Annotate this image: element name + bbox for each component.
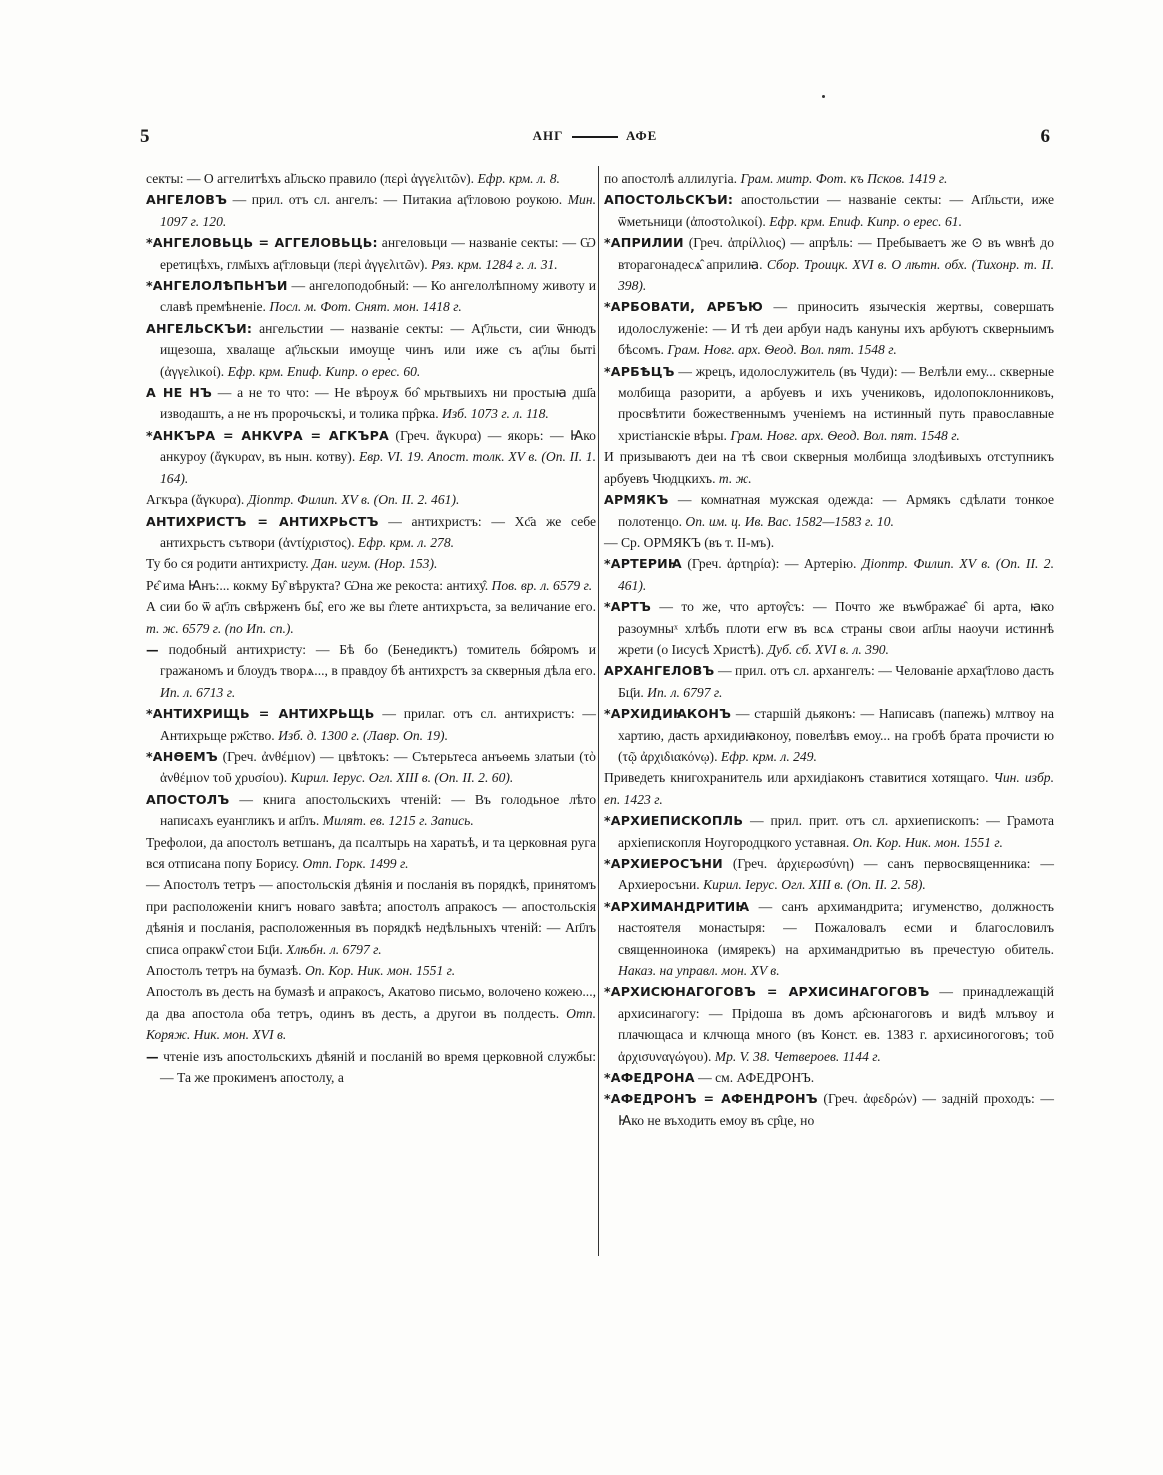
definition: (Греч. ἀρχιερωσύνη) — санъ первосвященника: — Архиеросъни. xyxy=(618,856,1054,893)
definition: — санъ архимандрита; игуменство, должность настоятеля монастыря: — Пожаловалъ есми и благословилъ священноинока (имярекъ) на архимандритью въ пречестую обитель. xyxy=(618,898,1054,957)
dictionary-entry xyxy=(604,489,1054,532)
dictionary-entry xyxy=(146,703,596,746)
dictionary-entry xyxy=(146,189,596,232)
dictionary-entry xyxy=(604,660,1054,703)
dictionary-entry xyxy=(146,960,596,981)
headword: АНГЕЛОВЪ xyxy=(146,192,228,208)
source-citation: Діоптр. Филип. XV в. (Оп. II. 2. 461). xyxy=(247,492,460,508)
headword: *АНѲЕМЪ xyxy=(146,748,218,764)
definition: — прилаг. отъ сл. антихристъ: — Антихрьще рж҃ство. xyxy=(160,706,597,743)
dictionary-entry xyxy=(604,168,1054,189)
definition: — прил. прит. отъ сл. архиепископъ: — Грамота архіепископля Ноугородцкого уставная. xyxy=(618,813,1054,850)
right-column xyxy=(604,168,1054,1131)
definition: по апостолѣ аллилугіа. xyxy=(604,171,738,186)
definition: — а не то что: — Не вѣроуѫ бо̂ мрьтвыихъ ни простыꙗ дш҃а изводашть, а не нъ пророчьскъі, и толика пр̂рка. xyxy=(160,385,596,422)
running-head-dash xyxy=(572,136,618,138)
dictionary-entry xyxy=(146,489,596,510)
headword: АНГЕЛЬСКЪИ: xyxy=(146,320,253,336)
definition: ангельстии — названіе секты: — Аӷ҃льсти, сии ѿнюдъ ищезоша, хвалаще аӷ҃льскыи имоуще чинъ или иже съ аӷ҃лы быті (ἀγγελικοί). xyxy=(160,320,596,379)
headword: *АРТЕРИꙖ xyxy=(604,556,682,572)
definition: (Греч. ἀρτηρία): — Артерію. xyxy=(687,556,857,572)
source-citation: Хлѣбн. л. 6797 г. xyxy=(286,941,382,957)
left-column xyxy=(146,168,596,1088)
definition: чтеніе изъ апостольскихъ дѣяній и посланій во время церковной службы: — Та же прокименъ апостолу, а xyxy=(160,1048,596,1086)
definition: — то же, что артѹ̂съ: — Почто же въѡбражае̂ бі арта, ꙗко разоумныˣ хлѣбъ плоти егѡ въ всѧ страны свои ап҃лы наоучи истиннѣ жрети (о Іисусѣ Христѣ). xyxy=(618,599,1054,657)
definition: Трефолои, да апостолъ ветшанъ, да псалтырь на харатьѣ, и та церковная руга вся отписана попу Борису. xyxy=(146,834,596,871)
source-citation: Кирил. Іерус. Огл. XIII в. (Оп. II. 2. 60). xyxy=(290,770,514,786)
running-head xyxy=(140,128,1050,144)
dictionary-entry xyxy=(604,810,1054,853)
print-speck xyxy=(822,95,825,98)
dictionary-entry xyxy=(146,639,596,703)
page-number-right: 6 xyxy=(1040,126,1050,147)
definition: — см. АФЕДРОНЪ. xyxy=(698,1070,815,1086)
source-citation: Грам. Новг. арх. Ѳеод. Вол. пят. 1548 г. xyxy=(667,342,897,358)
definition: Апостолъ тетръ на бумазѣ. xyxy=(146,963,302,979)
source-citation: Изб. д. 1300 г. (Лавр. Оп. 19). xyxy=(278,727,448,743)
definition: — прил. отъ сл. архангелъ: — Челованіе архаӷ҃глово дасть Бц҃и. xyxy=(618,663,1054,700)
definition: — приносить языческія жертвы, совершать идолослуженіе: — И тѣ деи арбуи надъ кануны ихъ арбуютъ скверныимъ бѣсомъ. xyxy=(618,299,1054,358)
dictionary-entry xyxy=(604,361,1054,447)
running-head-right: АФЕ xyxy=(625,128,658,143)
source-citation: Чин. избр. еп. 1423 г. xyxy=(604,770,1054,807)
definition: апостольстии — названіе секты: — Ап҃льсти, иже ѿметьници (ἀποστολικοί). xyxy=(618,192,1054,229)
headword: — xyxy=(146,641,159,657)
source-citation: Грам. митр. Фот. къ Псков. 1419 г. xyxy=(740,171,948,186)
source-citation: Грам. Новг. арх. Ѳеод. Вол. пят. 1548 г. xyxy=(730,427,960,443)
definition: — принадлежащій архисинагогу: — Прідоша въ домъ ар̂сюнагоговъ и видѣ млъвоу и плачющаса и клчюща много (въ Конст. ев. 1383 г. архисиногоговъ; τοῦ ἀρχισυναγώγου). xyxy=(618,984,1054,1064)
dictionary-entry xyxy=(604,596,1054,660)
headword: *АНГЕЛОВЬЦЬ = АГГЕЛОВЬЦЬ: xyxy=(146,235,378,251)
dictionary-entry xyxy=(146,981,596,1045)
definition: — прил. отъ сл. ангелъ: — Питакиа аӷ҃гловою роукою. xyxy=(232,192,563,208)
headword: *АРХИСЮНАГОГОВЪ = АРХИСИНАГОГОВЪ xyxy=(604,984,930,1000)
definition: ангеловьци — названіе секты: — Ѡ еретицѣхъ, глм҃ыхъ аӷ҃гловьци (περὶ ἀγγελιτῶν). xyxy=(160,235,596,272)
definition: Приведеть книгохранитель или архидіаконъ ставитися хотящаго. xyxy=(604,770,989,786)
definition: — ангелоподобный: — Ко ангелолѣпному животу и славѣ премѣненіе. xyxy=(160,278,596,315)
dictionary-entry xyxy=(146,425,596,489)
dictionary-entry xyxy=(146,1046,596,1089)
column-divider xyxy=(598,166,599,1256)
dictionary-entry xyxy=(604,232,1054,296)
page-number-left: 5 xyxy=(140,126,150,147)
dictionary-entry xyxy=(146,874,596,960)
definition: (Греч. ἀπρίλλιος) — апрѣль: — Пребываетъ же ⊙ въ ѡвнѣ до вторагонадесѧ̂ априлиꙗ. xyxy=(618,235,1054,272)
definition: — жрецъ, идолослужитель (въ Чуди): — Велѣли ему... скверные молбища разорити, а арбуевъ и ихъ учениковъ, идолопоклонниковъ, просвѣтити божественнымъ ученіемъ на истинный путь православные христіанскіе вѣры. xyxy=(618,363,1054,443)
headword: — xyxy=(146,1048,159,1064)
definition: А сии бо ѿ аӷ҃лъ свѣрженъ бы̂, его же вы г̂лете антихръста, за величание его. xyxy=(146,599,596,615)
print-speck xyxy=(388,358,390,360)
source-citation: Ефр. крм. Епиф. Кипр. о ерес. 60. xyxy=(227,363,421,379)
headword: *АНТИХРИЩЬ = АНТИХРЬЩЬ xyxy=(146,706,375,722)
source-citation: т. ж. 6579 г. (по Ип. сп.). xyxy=(146,620,294,636)
source-citation: т. ж. xyxy=(718,470,752,486)
definition: (Греч. ἄγκυρα) — якорь: — Ꙗко анкуроу (ἄγκυραν, въ нын. котву). xyxy=(160,427,596,465)
dictionary-entry xyxy=(146,789,596,832)
headword: *АРХИМАНДРИТИꙖ xyxy=(604,898,750,914)
source-citation: Ефр. крм. л. 249. xyxy=(720,748,817,764)
headword: *АРБѢЦЪ xyxy=(604,363,675,379)
headword: *АРБОВАТИ, АРБЪЮ xyxy=(604,299,764,315)
dictionary-entry xyxy=(604,296,1054,360)
definition: — комнатная мужская одежда: — Армякъ сдѣлати тонкое полотенцо. xyxy=(618,492,1054,529)
source-citation: Дуб. сб. XVI в. л. 390. xyxy=(767,641,889,657)
definition: И призываютъ деи на тѣ свои скверныя молбища злодѣивыхъ отступникъ арбуевъ Чюдцкихъ. xyxy=(604,449,1054,486)
headword: АПОСТОЛЬСКЪИ: xyxy=(604,192,734,208)
headword: *АРХИЕПИСКОПЛЬ xyxy=(604,813,744,829)
source-citation: Ип. л. 6797 г. xyxy=(647,684,723,700)
headword: *АФЕДРОНЪ = АФЕНДРОНЪ xyxy=(604,1091,818,1107)
headword: *АНГЕЛОЛѢПЬНЪИ xyxy=(146,278,288,294)
headword: *АРХИДИꙖКОНЪ xyxy=(604,706,732,722)
headword: *АРТЪ xyxy=(604,599,651,615)
dictionary-entry xyxy=(146,232,596,275)
dictionary-entry xyxy=(604,703,1054,767)
dictionary-entry xyxy=(604,553,1054,596)
dictionary-entry xyxy=(146,575,596,596)
source-citation: Евр. VI. 19. Апост. толк. XV в. (Оп. II. 1. 164). xyxy=(160,449,596,486)
dictionary-entry xyxy=(604,1088,1054,1131)
headword: АРМЯКЪ xyxy=(604,492,669,508)
source-citation: Милят. ев. 1215 г. Запись. xyxy=(322,813,474,829)
headword: *АФЕДРОНА xyxy=(604,1070,695,1086)
definition: (Греч. ἀνθέμιον) — цвѣтокъ: — Сътерьтеса анъѳемь златыи (τὸ ἀνθέμιον τοῦ χρυσίου). xyxy=(160,748,596,786)
source-citation: Посл. м. Фот. Снят. мон. 1418 г. xyxy=(269,299,462,315)
dictionary-entry xyxy=(146,382,596,425)
source-citation: Отп. Коряж. Ник. мон. XVI в. xyxy=(146,1005,596,1043)
running-head-left: АНГ xyxy=(532,128,564,143)
source-citation: Оп. им. ц. Ив. Вас. 1582—1583 г. 10. xyxy=(685,513,894,529)
source-citation: Ряз. крм. 1284 г. л. 31. xyxy=(431,256,558,272)
source-citation: Ефр. крм. л. 278. xyxy=(358,534,455,550)
dictionary-entry xyxy=(604,767,1054,810)
source-citation: Дан. игум. (Нор. 153). xyxy=(312,556,438,572)
dictionary-entry xyxy=(604,853,1054,896)
definition: секты: — О аггелитѣхъ аӏ҃льско правило (περὶ ἀγγελιτῶν). xyxy=(146,171,475,186)
source-citation: Изб. 1073 г. л. 118. xyxy=(442,406,549,422)
definition: Апостолъ въ десть на бумазѣ и апракосъ, Акатово письмо, волочено кожею..., да два апостола оба тетръ, одинъ въ десть, а другои въ полдесть. xyxy=(146,984,596,1021)
headword: АРХАНГЕЛОВЪ xyxy=(604,663,715,679)
source-citation: Ефр. крм. Епиф. Кипр. о ерес. 61. xyxy=(769,213,962,229)
source-citation: Ефр. крм. л. 8. xyxy=(477,171,560,186)
source-citation: Оп. Кор. Ник. мон. 1551 г. xyxy=(304,963,456,979)
definition: Агкъра (ἄγκυρα). xyxy=(146,492,245,508)
dictionary-entry xyxy=(604,532,1054,553)
headword: АПОСТОЛЪ xyxy=(146,791,230,807)
definition: — старшій дьяконъ: — Написавъ (папежь) млтвоу на хартию, дасть архидиꙗконоу, повелѣвъ емоу... на гробѣ брата прочисти ю (τῷ ἀρχιδιακόνῳ). xyxy=(618,706,1054,764)
source-citation: Мин. 1097 г. 120. xyxy=(160,192,596,229)
definition: — Апостолъ тетръ — апостольскія дѣянія и посланія въ порядкѣ, принятомъ при расположеніи книгъ новаго завѣта; апостолъ апракосъ — апостольскія дѣянія и посланія, расположенныя въ порядкѣ недѣльныхъ чтеній: — Ап҃лъ списа опракѡ̂ стои Бц҃и. xyxy=(146,877,596,957)
dictionary-entry xyxy=(604,896,1054,982)
source-citation: Сбор. Троицк. XVI в. О лѣтн. обх. (Тихонр. т. II. 398). xyxy=(618,256,1054,294)
definition: — антихристъ: — Хс҃а же себе антихрьстъ сътвори (ἀντίχριστος). xyxy=(160,513,596,550)
dictionary-entry xyxy=(146,746,596,789)
source-citation: Ип. л. 6713 г. xyxy=(160,684,236,700)
headword: *АНКЪРА = АНКѴРА = АГКЪРА xyxy=(146,427,389,443)
dictionary-entry xyxy=(146,275,596,318)
page-header xyxy=(140,126,1050,150)
headword: *АРХИЕРОСЪНИ xyxy=(604,856,723,871)
headword: АНТИХРИСТЪ = АНТИХРЬСТЪ xyxy=(146,513,379,529)
dictionary-entry xyxy=(146,168,596,189)
source-citation: Отп. Горк. 1499 г. xyxy=(302,856,409,871)
dictionary-entry xyxy=(604,446,1054,489)
dictionary-entry xyxy=(146,553,596,574)
headword: А НЕ НЪ xyxy=(146,385,213,401)
headword: *АПРИЛИИ xyxy=(604,235,684,251)
definition: подобный антихристу: — Бѣ бо (Бенедиктъ) томитель бо̂яромъ и гражаномъ и блоудъ творѧ..., в правдоу бѣ антихрстъ за скверныя дѣла его. xyxy=(160,641,596,679)
dictionary-entry xyxy=(146,596,596,639)
dictionary-entry xyxy=(604,189,1054,232)
source-citation: Діоптр. Филип. XV в. (Оп. II. 2. 461). xyxy=(618,556,1055,593)
definition: Рє̂ има Ꙗнъ:... кокму Бу̂ вѣрукта? Ѡна же рекоста: антиху̂. xyxy=(146,577,489,593)
source-citation: Наказ. на управл. мон. XV в. xyxy=(618,963,780,979)
source-citation: Пов. вр. л. 6579 г. xyxy=(491,577,593,593)
dictionary-entry xyxy=(146,318,596,382)
definition: (Греч. ἀφεδρών) — задній проходъ: — Ꙗко не въходить емоу въ ср̂це, но xyxy=(618,1091,1054,1128)
dictionary-entry xyxy=(604,981,1054,1067)
definition: — книга апостольскихъ чтеній: — Въ голодьное лѣто написахъ еуангликъ и ап҃лъ. xyxy=(160,791,596,829)
source-citation: Мр. V. 38. Четвероев. 1144 г. xyxy=(714,1048,881,1064)
dictionary-entry xyxy=(146,511,596,554)
definition: — Ср. ОРМЯКЪ (въ т. II-мъ). xyxy=(604,534,775,550)
source-citation: Оп. Кор. Ник. мон. 1551 г. xyxy=(852,834,1003,850)
dictionary-entry xyxy=(146,832,596,875)
source-citation: Кирил. Іерус. Огл. XIII в. (Оп. II. 2. 58). xyxy=(703,877,926,893)
dictionary-entry xyxy=(604,1067,1054,1088)
definition: Ту бо ся родити антихристу. xyxy=(146,556,309,572)
